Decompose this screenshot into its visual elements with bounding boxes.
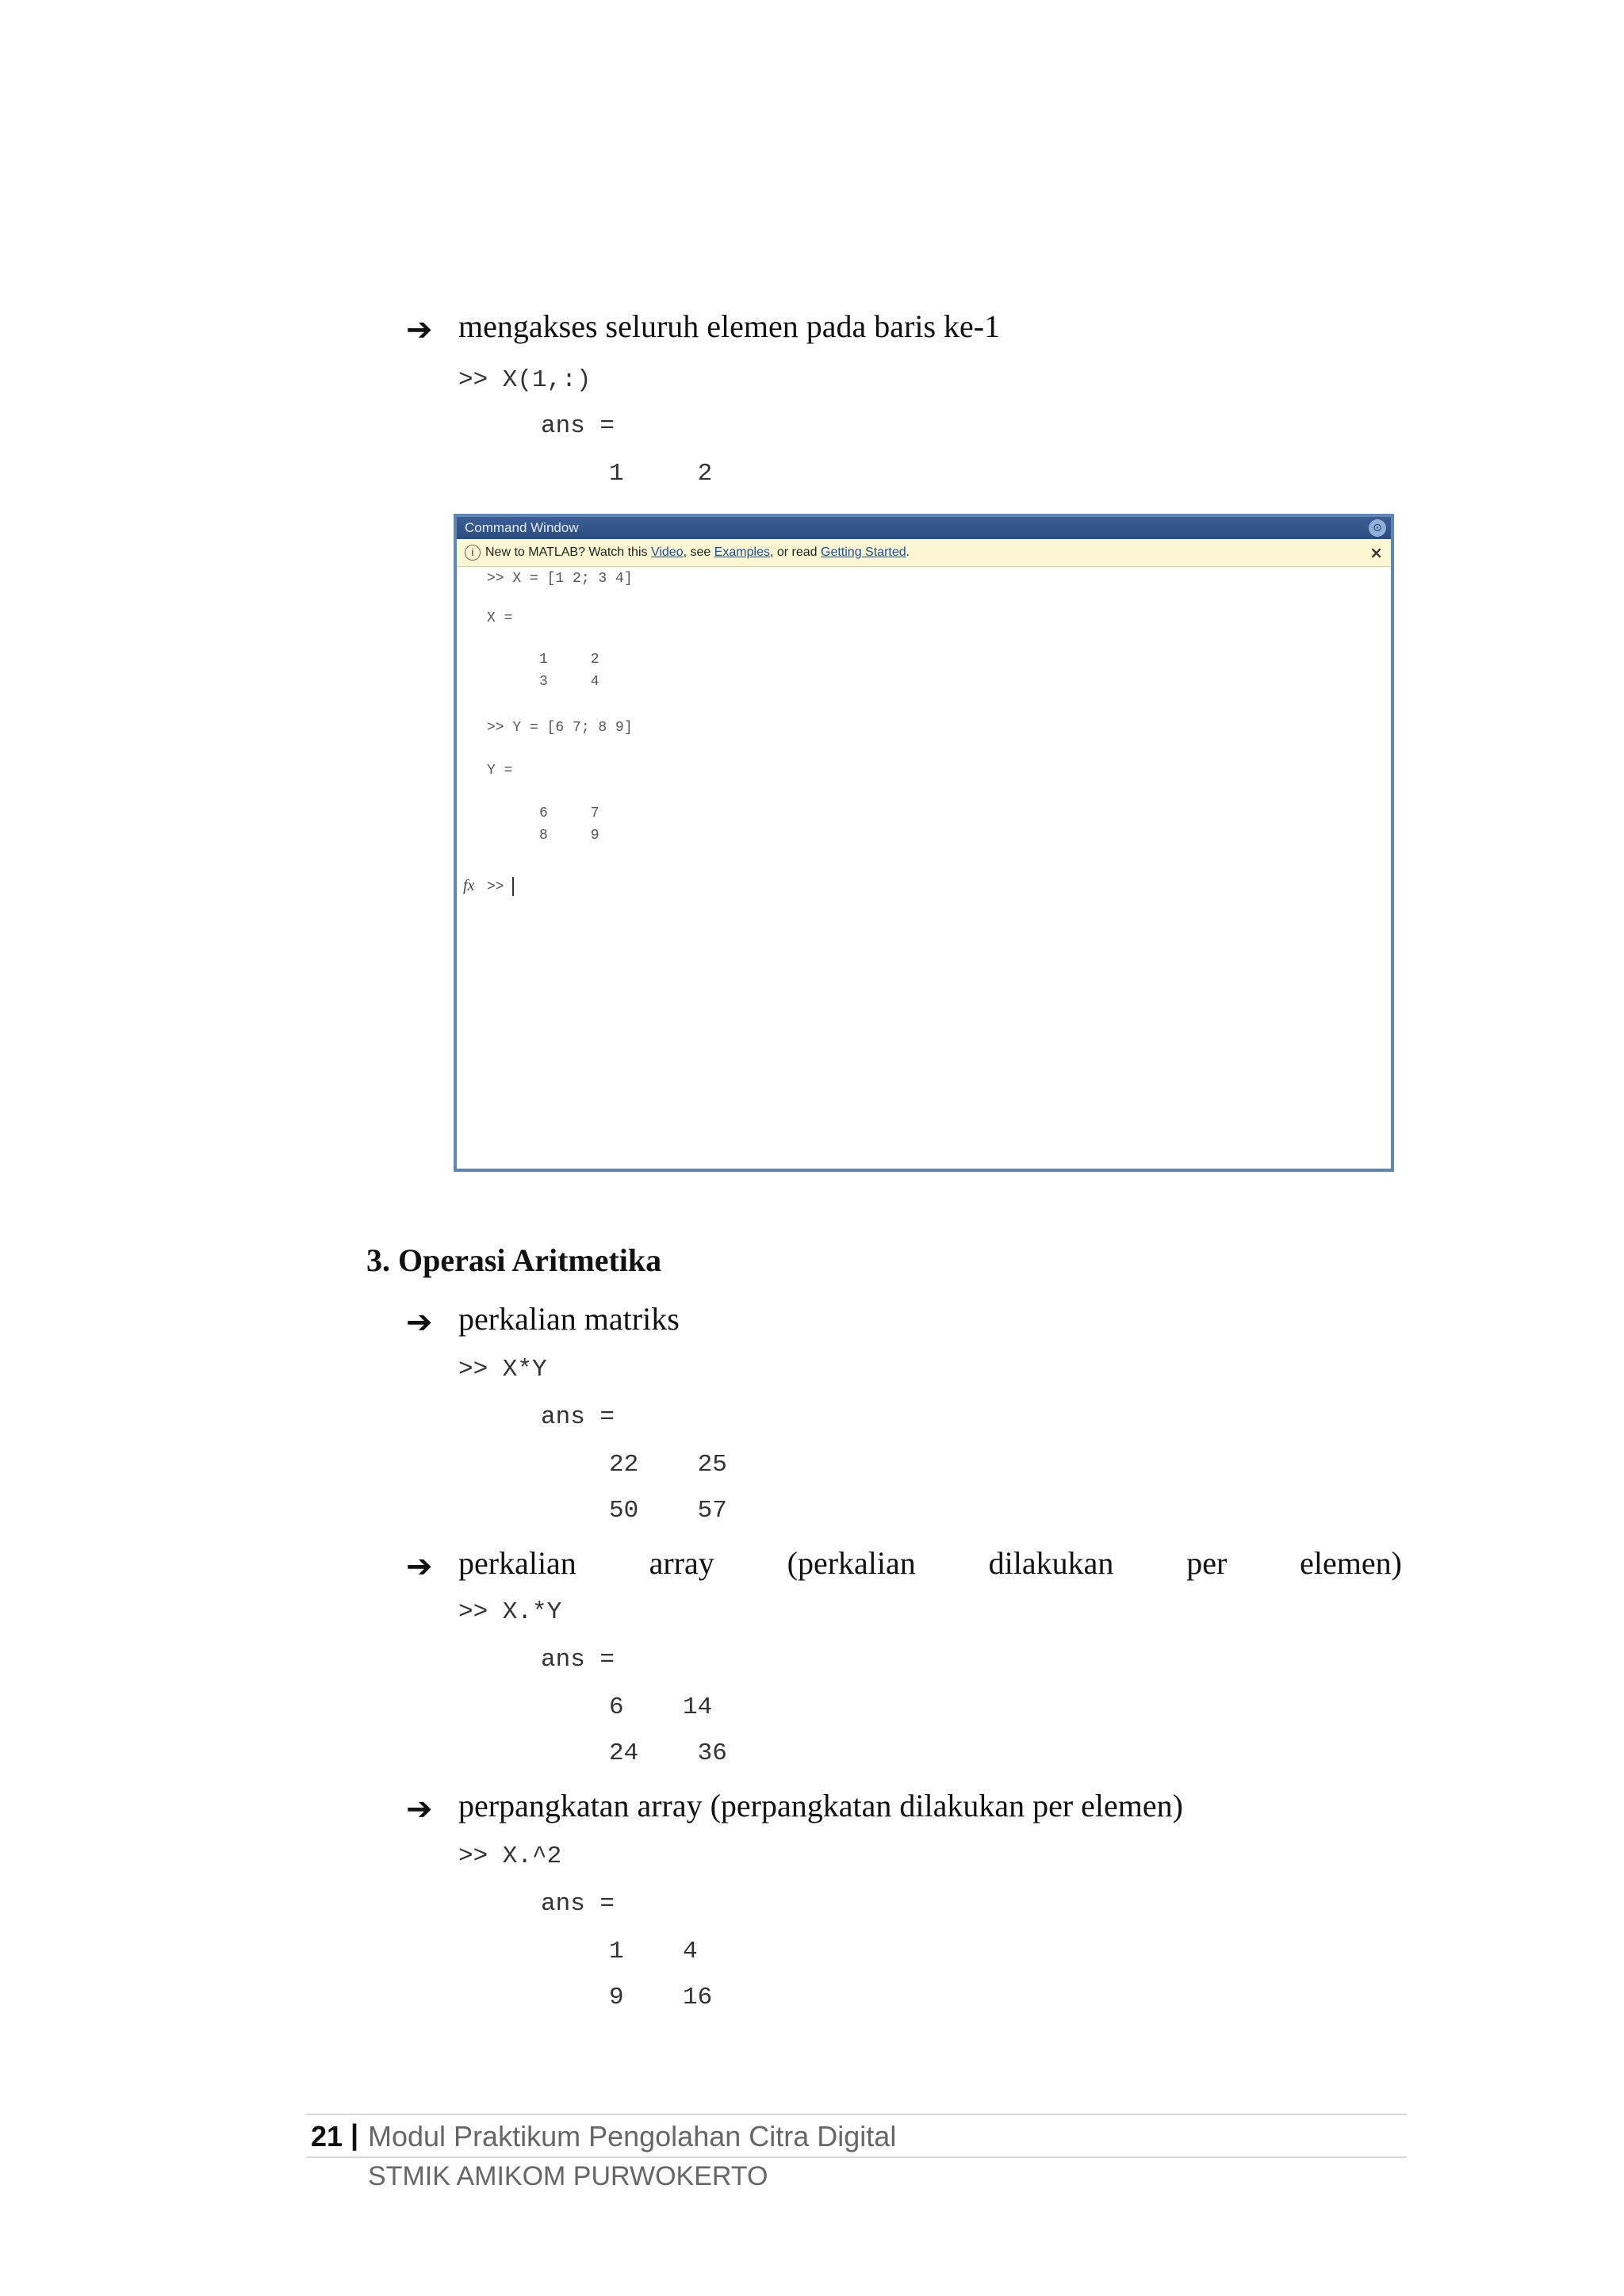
bullet-word: array — [649, 1545, 714, 1581]
bullet-text-matrix-multiplication: perkalian matriks — [458, 1301, 680, 1337]
footer-separator: | — [350, 2118, 359, 2151]
info-text-prefix: New to MATLAB? Watch this — [485, 545, 651, 559]
console-line: Y = — [487, 763, 513, 779]
code-result-row: 6 14 — [609, 1693, 713, 1721]
console-line: >> Y = [6 7; 8 9] — [487, 720, 633, 736]
function-browser-icon[interactable]: fx — [463, 877, 475, 894]
console-line: 8 9 — [539, 828, 599, 844]
examples-link[interactable]: Examples — [714, 545, 770, 559]
code-result-row: 1 4 — [609, 1938, 698, 1965]
code-result-row: 50 57 — [609, 1497, 727, 1525]
footer-institution: STMIK AMIKOM PURWOKERTO — [368, 2161, 768, 2191]
footer-top-rule — [306, 2114, 1407, 2115]
command-window-titlebar — [457, 517, 1391, 539]
command-window-title: Command Window — [465, 520, 579, 535]
section-heading: 3. Operasi Aritmetika — [366, 1242, 662, 1278]
arrow-bullet-icon: ➔ — [406, 1548, 433, 1585]
console-line: 6 7 — [539, 806, 599, 821]
close-icon[interactable]: × — [1369, 543, 1383, 562]
code-result-row: 22 25 — [609, 1451, 727, 1479]
bullet-text-array-multiplication — [458, 1544, 1402, 1582]
bullet-word: (perkalian — [787, 1545, 916, 1581]
window-menu-icon[interactable]: ⊙ — [1369, 519, 1386, 537]
code-result-row: 1 2 — [609, 460, 713, 488]
bullet-word: elemen) — [1300, 1545, 1402, 1581]
matlab-command-window — [454, 514, 1394, 1172]
arrow-bullet-icon: ➔ — [406, 1304, 433, 1341]
code-ans-label: ans = — [541, 1646, 615, 1674]
console-prompt[interactable] — [487, 877, 514, 896]
code-result-row: 24 36 — [609, 1739, 727, 1767]
console-line: X = — [487, 610, 513, 626]
code-command: >> X(1,:) — [458, 366, 592, 394]
page-number: 21 — [311, 2120, 343, 2152]
code-result-row: 9 16 — [609, 1984, 713, 2011]
bullet-text-access-row: mengakses seluruh elemen pada baris ke-1 — [458, 308, 1001, 344]
info-text-mid: , see — [683, 545, 714, 559]
code-command: >> X.^2 — [458, 1843, 562, 1870]
code-command: >> X*Y — [458, 1356, 547, 1383]
bullet-word: perkalian — [458, 1545, 576, 1581]
info-icon: i — [465, 545, 481, 561]
code-ans-label: ans = — [541, 412, 615, 440]
code-ans-label: ans = — [541, 1403, 615, 1431]
code-ans-label: ans = — [541, 1890, 615, 1918]
bullet-text-array-power: perpangkatan array (perpangkatan dilakukan per elemen) — [458, 1788, 1183, 1823]
arrow-bullet-icon: ➔ — [406, 312, 433, 348]
text-cursor — [512, 877, 514, 896]
video-link[interactable]: Video — [650, 545, 684, 559]
code-command: >> X.*Y — [458, 1598, 562, 1626]
console-line: 1 2 — [539, 652, 599, 668]
arrow-bullet-icon: ➔ — [406, 1791, 433, 1827]
info-text-suffix: . — [906, 545, 910, 559]
matlab-info-bar — [457, 539, 1391, 567]
footer-title: Modul Praktikum Pengolahan Citra Digital — [368, 2120, 897, 2152]
getting-started-link[interactable]: Getting Started — [821, 545, 906, 559]
footer-bottom-rule — [306, 2156, 1407, 2158]
console-output[interactable] — [457, 566, 1391, 1169]
prompt-symbol: >> — [487, 878, 504, 895]
console-line: >> X = [1 2; 3 4] — [487, 571, 633, 587]
bullet-word: per — [1186, 1545, 1228, 1581]
console-line: 3 4 — [539, 674, 599, 690]
info-text-mid: , or read — [769, 545, 822, 559]
bullet-word: dilakukan — [988, 1545, 1114, 1581]
